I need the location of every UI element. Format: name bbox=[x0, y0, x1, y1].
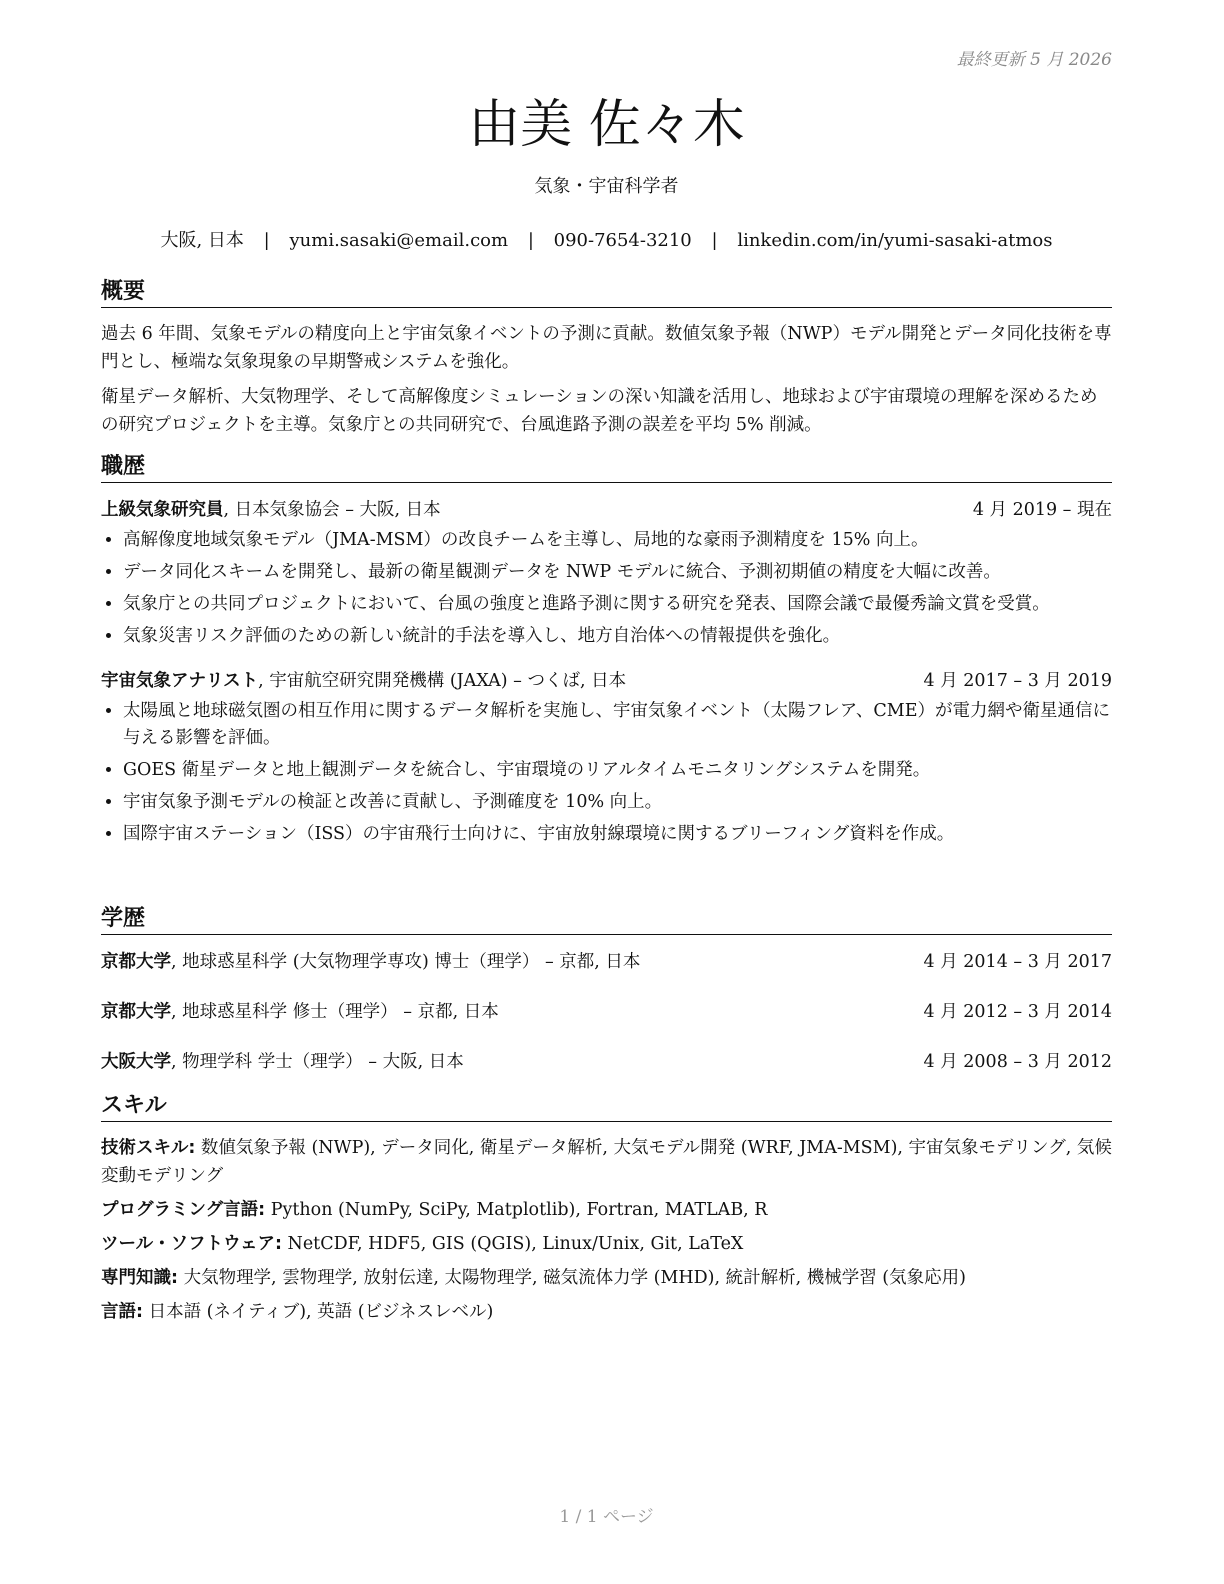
candidate-title: 気象・宇宙科学者 bbox=[534, 176, 679, 197]
skill-row bbox=[101, 1196, 1112, 1224]
contact-separator: | bbox=[527, 230, 534, 251]
education-entry bbox=[101, 999, 1112, 1025]
candidate-name: 由美 佐々木 bbox=[468, 95, 745, 155]
education-detail: , 地球惑星科学 (大気物理学専攻) 博士（理学） – 京都, 日本 bbox=[171, 952, 641, 972]
education-dates: 4 月 2008 – 3 月 2012 bbox=[923, 1052, 1112, 1072]
last-updated: 最終更新 5 月 2026 bbox=[956, 50, 1112, 70]
job-header bbox=[101, 668, 1112, 694]
experience-section bbox=[101, 453, 1112, 853]
education-school: 京都大学 bbox=[101, 952, 171, 972]
contact-line bbox=[101, 226, 1112, 252]
job-bullet: • 宇宙気象予測モデルの検証と改善に貢献し、予測確度を 10% 向上。 bbox=[123, 789, 1112, 816]
job-dates: 4 月 2019 – 現在 bbox=[972, 500, 1112, 520]
skill-label: ツール・ソフトウェア: bbox=[101, 1234, 282, 1254]
job-header bbox=[101, 497, 1112, 523]
job-bullets bbox=[101, 527, 1112, 650]
job-dates: 4 月 2017 – 3 月 2019 bbox=[923, 671, 1112, 691]
contact-separator: | bbox=[711, 230, 718, 251]
contact-linkedin[interactable]: linkedin.com/in/yumi-sasaki-atmos bbox=[737, 230, 1053, 251]
education-heading: 学歴 bbox=[101, 905, 1112, 935]
job-bullet: • 気象庁との共同プロジェクトにおいて、台風の強度と進路予測に関する研究を発表、国際会議で最優秀論文賞を受賞。 bbox=[123, 591, 1112, 618]
contact-location: 大阪, 日本 bbox=[160, 230, 244, 251]
skill-label: 言語: bbox=[101, 1302, 143, 1322]
page-number-footer: 1 / 1 ページ bbox=[559, 1507, 654, 1527]
skill-label: 技術スキル: bbox=[101, 1138, 196, 1158]
skill-value: NetCDF, HDF5, GIS (QGIS), Linux/Unix, Git, LaTeX bbox=[281, 1234, 744, 1254]
skills-list bbox=[101, 1134, 1112, 1326]
job-bullet: • 高解像度地域気象モデル（JMA-MSM）の改良チームを主導し、局地的な豪雨予測精度を 15% 向上。 bbox=[123, 527, 1112, 554]
skill-value: 数値気象予報 (NWP), データ同化, 衛星データ解析, 大気モデル開発 (WRF, JMA-MSM), 宇宙気象モデリング, 気候変動モデリング bbox=[101, 1138, 1112, 1186]
education-detail: , 地球惑星科学 修士（理学） – 京都, 日本 bbox=[171, 1002, 499, 1022]
skill-label: プログラミング言語: bbox=[101, 1200, 266, 1220]
summary-paragraph: 衛星データ解析、大気物理学、そして高解像度シミュレーションの深い知識を活用し、地球および宇宙環境の理解を深めるための研究プロジェクトを主導。気象庁との共同研究で、台風進路予測の誤差を平均 5% 削減。 bbox=[101, 387, 1098, 435]
skills-section bbox=[101, 1092, 1112, 1332]
job-entry bbox=[101, 668, 1112, 848]
job-role: 上級気象研究員 bbox=[101, 500, 224, 520]
education-entry bbox=[101, 1049, 1112, 1075]
job-org: , 日本気象協会 – 大阪, 日本 bbox=[223, 500, 441, 520]
skill-value: 大気物理学, 雲物理学, 放射伝達, 太陽物理学, 磁気流体力学 (MHD), 統計解析, 機械学習 (気象応用) bbox=[178, 1268, 966, 1288]
job-role: 宇宙気象アナリスト bbox=[101, 671, 259, 691]
job-bullet: • データ同化スキームを開発し、最新の衛星観測データを NWP モデルに統合、予測初期値の精度を大幅に改善。 bbox=[123, 559, 1112, 586]
skill-row bbox=[101, 1134, 1112, 1190]
skill-label: 専門知識: bbox=[101, 1268, 178, 1288]
skill-value: 日本語 (ネイティブ), 英語 (ビジネスレベル) bbox=[143, 1302, 494, 1322]
job-entry bbox=[101, 497, 1112, 650]
education-school: 京都大学 bbox=[101, 1002, 171, 1022]
education-detail: , 物理学科 学士（理学） – 大阪, 日本 bbox=[171, 1052, 464, 1072]
job-bullet: • 気象災害リスク評価のための新しい統計的手法を導入し、地方自治体への情報提供を強化。 bbox=[123, 623, 1112, 650]
summary-heading: 概要 bbox=[101, 278, 1112, 308]
skill-row bbox=[101, 1230, 1112, 1258]
job-bullets bbox=[101, 698, 1112, 848]
contact-phone[interactable]: 090-7654-3210 bbox=[553, 230, 692, 251]
education-school: 大阪大学 bbox=[101, 1052, 171, 1072]
job-bullet: • GOES 衛星データと地上観測データを統合し、宇宙環境のリアルタイムモニタリングシステムを開発。 bbox=[123, 757, 1112, 784]
skill-row bbox=[101, 1264, 1112, 1292]
education-entry bbox=[101, 949, 1112, 975]
summary-section bbox=[101, 278, 1112, 439]
skills-heading: スキル bbox=[101, 1092, 1112, 1122]
contact-email[interactable]: yumi.sasaki@email.com bbox=[289, 230, 509, 251]
skill-row bbox=[101, 1298, 1112, 1326]
summary-paragraph: 過去 6 年間、気象モデルの精度向上と宇宙気象イベントの予測に貢献。数値気象予報（NWP）モデル開発とデータ同化技術を専門とし、極端な気象現象の早期警戒システムを強化。 bbox=[101, 324, 1112, 372]
job-bullet: • 国際宇宙ステーション（ISS）の宇宙飛行士向けに、宇宙放射線環境に関するブリーフィング資料を作成。 bbox=[123, 821, 1112, 848]
resume-page bbox=[101, 0, 1112, 1584]
contact-separator: | bbox=[263, 230, 270, 251]
job-org: , 宇宙航空研究開発機構 (JAXA) – つくば, 日本 bbox=[258, 671, 627, 691]
education-dates: 4 月 2012 – 3 月 2014 bbox=[923, 1002, 1112, 1022]
skill-value: Python (NumPy, SciPy, Matplotlib), Fortran, MATLAB, R bbox=[265, 1200, 768, 1220]
job-bullet: • 太陽風と地球磁気圏の相互作用に関するデータ解析を実施し、宇宙気象イベント（太陽フレア、CME）が電力網や衛星通信に与える影響を評価。 bbox=[123, 698, 1112, 752]
experience-heading: 職歴 bbox=[101, 453, 1112, 483]
education-section bbox=[101, 905, 1112, 1075]
education-dates: 4 月 2014 – 3 月 2017 bbox=[923, 952, 1112, 972]
